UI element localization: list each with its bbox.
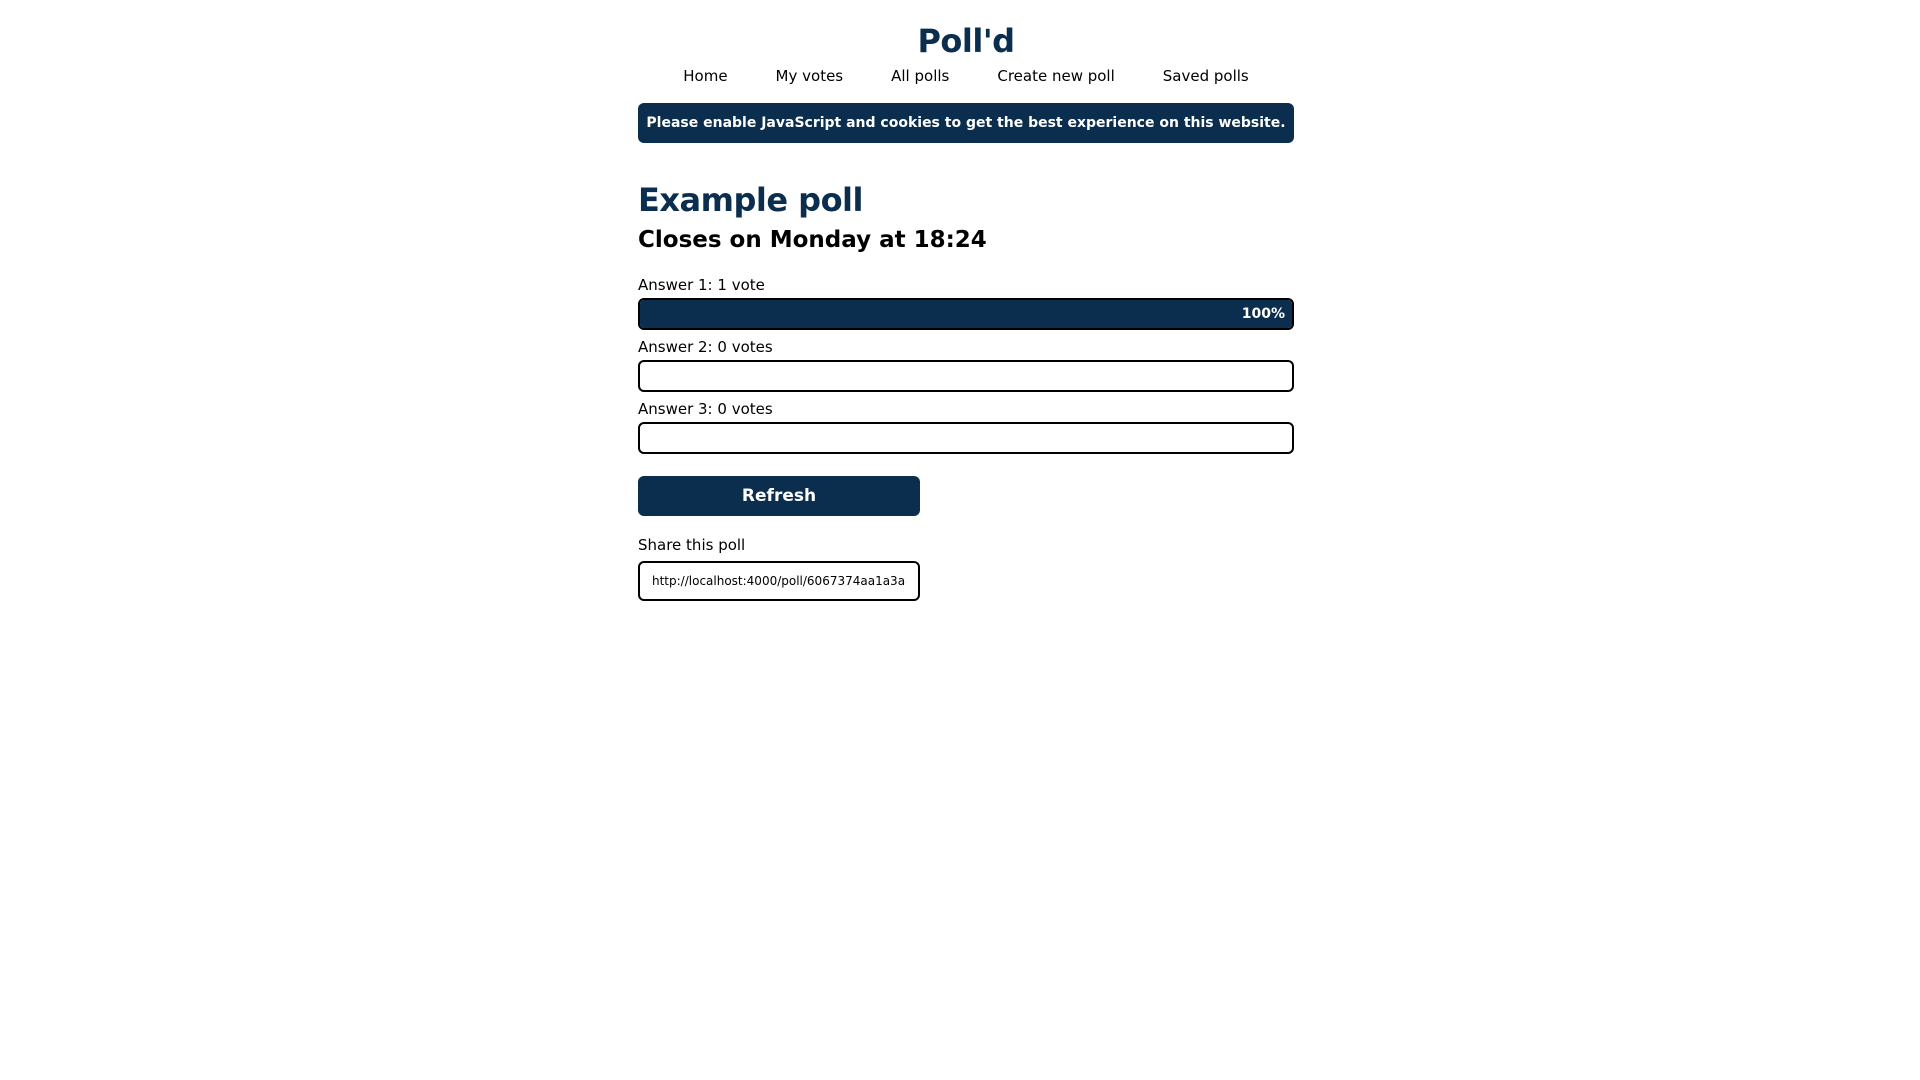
- nav-home[interactable]: Home: [683, 67, 728, 85]
- site-title: Poll'd: [917, 22, 1015, 60]
- refresh-button[interactable]: Refresh: [638, 476, 920, 516]
- answer-result: [638, 276, 1294, 330]
- poll-close-time: Closes on Monday at 18:24: [638, 227, 987, 253]
- answer-label: Answer 2: 0 votes: [638, 338, 773, 356]
- nav-all-polls[interactable]: All polls: [891, 67, 950, 85]
- answer-label: Answer 3: 0 votes: [638, 400, 773, 418]
- answer-progress-fill: [640, 300, 1292, 328]
- answer-label: Answer 1: 1 vote: [638, 276, 765, 294]
- answer-progress-bar: [638, 422, 1294, 454]
- javascript-notice-banner: Please enable JavaScript and cookies to get the best experience on this website.: [638, 103, 1294, 143]
- nav-my-votes[interactable]: My votes: [775, 67, 844, 85]
- share-url-input[interactable]: [638, 561, 920, 601]
- poll-results: [638, 276, 1294, 454]
- nav-saved-polls[interactable]: Saved polls: [1162, 67, 1249, 85]
- nav-create-new-poll[interactable]: Create new poll: [997, 67, 1115, 85]
- main-nav: [638, 64, 1294, 88]
- answer-percent-label: 100%: [1241, 306, 1285, 322]
- poll-title: Example poll: [638, 181, 863, 219]
- answer-progress-bar: [638, 298, 1294, 330]
- share-label: Share this poll: [638, 536, 746, 554]
- answer-result: [638, 338, 1294, 392]
- answer-progress-bar: [638, 360, 1294, 392]
- answer-result: [638, 400, 1294, 454]
- page-container: [638, 0, 1294, 601]
